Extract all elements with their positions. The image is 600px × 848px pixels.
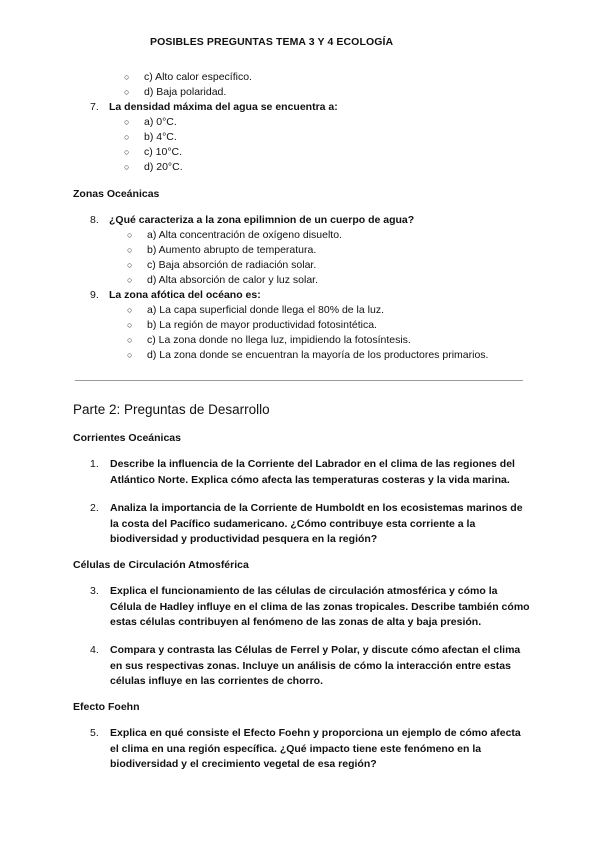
list-item: ○ a) Alta concentración de oxígeno disuelto. <box>127 229 342 241</box>
list-item: ○ b) La región de mayor productividad fotosintética. <box>127 319 377 331</box>
circle-bullet-icon: ○ <box>124 132 130 142</box>
circle-bullet-icon: ○ <box>127 305 133 315</box>
section-heading-corrientes: Corrientes Oceánicas <box>73 432 181 444</box>
list-item: ○ a) La capa superficial donde llega el 80% de la luz. <box>127 304 384 316</box>
dev-question-5: 5. Explica en qué consiste el Efecto Foehn y proporciona un ejemplo de cómo afecta el clima en una región específica. ¿Qué impacto tiene este fenómeno en la biodiversidad y el crecimiento vegetal de esa región? <box>90 727 521 771</box>
question-7: 7. La densidad máxima del agua se encuentra a: <box>90 101 338 113</box>
dev-question-3: 3. Explica el funcionamiento de las células de circulación atmosférica y cómo la Célula de Hadley influye en el clima de las zonas tropicales. Describe también cómo estas células contribuyen al fenómeno de las zonas de alta y baja presión. <box>90 585 530 629</box>
section-heading-foehn: Efecto Foehn <box>73 701 140 713</box>
list-item: ○ b) 4°C. <box>124 131 177 143</box>
circle-bullet-icon: ○ <box>127 335 133 345</box>
circle-bullet-icon: ○ <box>124 87 130 97</box>
list-item: ○ c) Alto calor específico. <box>124 71 252 83</box>
circle-bullet-icon: ○ <box>124 72 130 82</box>
dev-question-2: 2. Analiza la importancia de la Corriente de Humboldt en los ecosistemas marinos de la costa del Pacífico sudamericano. ¿Cómo contribuye esta corriente a la biodiversidad y productividad pesquera en la región? <box>90 502 523 546</box>
dev-question-4: 4. Compara y contrasta las Células de Ferrel y Polar, y discute cómo afectan el clima en sus respectivas zonas. Incluye un análisis de cómo la interacción entre estas células influye en las corrientes de chorro. <box>90 644 521 688</box>
question-8: 8. ¿Qué caracteriza a la zona epilimnion de un cuerpo de agua? <box>90 214 415 226</box>
section-heading-zonas: Zonas Oceánicas <box>73 188 160 200</box>
part-2-heading: Parte 2: Preguntas de Desarrollo <box>73 402 270 417</box>
circle-bullet-icon: ○ <box>127 350 133 360</box>
circle-bullet-icon: ○ <box>124 162 130 172</box>
list-item: ○ c) La zona donde no llega luz, impidiendo la fotosíntesis. <box>127 334 411 346</box>
list-item: ○ a) 0°C. <box>124 116 177 128</box>
circle-bullet-icon: ○ <box>127 230 133 240</box>
list-item: ○ c) 10°C. <box>124 146 183 158</box>
circle-bullet-icon: ○ <box>127 320 133 330</box>
horizontal-divider <box>75 380 523 381</box>
list-item: ○ d) La zona donde se encuentran la mayoría de los productores primarios. <box>127 349 489 361</box>
dev-question-1: 1. Describe la influencia de la Corriente del Labrador en el clima de las regiones del Atlántico Norte. Explica cómo afecta las temperaturas costeras y la vida marina. <box>90 458 515 486</box>
list-item: ○ d) Alta absorción de calor y luz solar. <box>127 274 319 286</box>
document-title: POSIBLES PREGUNTAS TEMA 3 Y 4 ECOLOGÍA <box>150 36 394 48</box>
circle-bullet-icon: ○ <box>124 117 130 127</box>
circle-bullet-icon: ○ <box>127 245 133 255</box>
question-9: 9. La zona afótica del océano es: <box>90 289 261 301</box>
list-item: ○ b) Aumento abrupto de temperatura. <box>127 244 317 256</box>
list-item: ○ d) Baja polaridad. <box>124 86 227 98</box>
section-heading-celulas: Células de Circulación Atmosférica <box>73 559 249 571</box>
circle-bullet-icon: ○ <box>127 260 133 270</box>
list-item: ○ c) Baja absorción de radiación solar. <box>127 259 317 271</box>
circle-bullet-icon: ○ <box>127 275 133 285</box>
circle-bullet-icon: ○ <box>124 147 130 157</box>
list-item: ○ d) 20°C. <box>124 161 183 173</box>
